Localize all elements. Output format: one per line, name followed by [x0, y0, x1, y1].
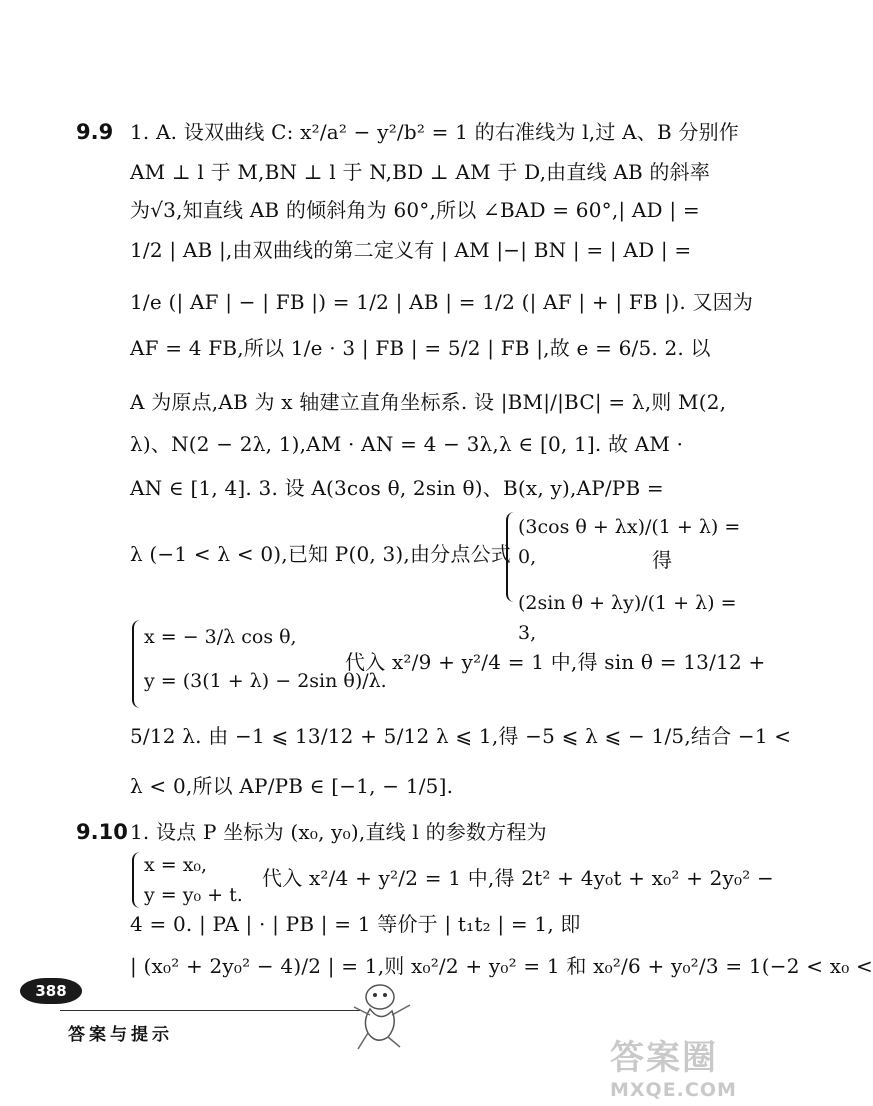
text-line-15: 1. 设点 P 坐标为 (x₀, y₀),直线 l 的参数方程为	[130, 820, 547, 844]
system-brace-2	[132, 620, 142, 708]
text-line-6: AF = 4 FB,所以 1/e · 3 | FB | = 5/2 | FB |,故 e = 6/5. 2. 以	[130, 336, 711, 360]
text-line-13: 5/12 λ. 由 −1 ⩽ 13/12 + 5/12 λ ⩽ 1,得 −5 ⩽ λ ⩽ − 1/5,结合 −1 <	[130, 724, 792, 748]
text-line-4: 1/2 | AB |,由双曲线的第二定义有 | AM |−| BN | = | AD | =	[130, 238, 692, 262]
system-brace-3	[132, 852, 142, 908]
watermark	[610, 1030, 745, 1106]
system-2-row-1: x = − 3/λ cos θ,	[144, 626, 297, 648]
text-line-12: 代入 x²/9 + y²/4 = 1 中,得 sin θ = 13/12 +	[345, 650, 766, 674]
section-number-9-10: 9.10	[76, 820, 128, 844]
equation-system-3	[144, 850, 243, 910]
watermark-line-1: 答案圈	[610, 1038, 718, 1078]
text-line-8: λ)、N(2 − 2λ, 1),AM · AN = 4 − 3λ,λ ∈ [0, 1]. 故 AM ·	[130, 432, 684, 456]
text-line-5: 1/e (| AF | − | FB |) = 1/2 | AB | = 1/2 (| AF | + | FB |). 又因为	[130, 290, 754, 314]
system-1-row-2: (2sin θ + λy)/(1 + λ) = 3,	[518, 592, 737, 644]
footer-divider	[60, 1010, 360, 1011]
text-line-1: 1. A. 设双曲线 C: x²/a² − y²/b² = 1 的右准线为 l,过 A、B 分别作	[130, 120, 739, 144]
section-number-9-9: 9.9	[76, 120, 114, 144]
page-number-badge: 388	[20, 978, 82, 1004]
footer-label: 答案与提示	[68, 1025, 173, 1045]
text-line-16: 代入 x²/4 + y²/2 = 1 中,得 2t² + 4y₀t + x₀² + 2y₀² −	[262, 866, 775, 890]
equation-system-1	[518, 512, 750, 648]
text-line-7: A 为原点,AB 为 x 轴建立直角坐标系. 设 |BM|/|BC| = λ,则 M(2,	[130, 390, 727, 414]
text-line-17: 4 = 0. | PA | · | PB | = 1 等价于 | t₁t₂ | = 1, 即	[130, 912, 581, 936]
system-brace-1	[506, 512, 516, 602]
text-line-2: AM ⊥ l 于 M,BN ⊥ l 于 N,BD ⊥ AM 于 D,由直线 AB 的斜率	[130, 160, 711, 184]
mascot-illustration	[340, 975, 430, 1055]
system-3-row-1: x = x₀,	[144, 854, 208, 876]
text-line-10: λ (−1 < λ < 0),已知 P(0, 3),由分点公式	[130, 542, 511, 566]
system-2-row-2: y = (3(1 + λ) − 2sin θ)/λ.	[144, 670, 387, 692]
text-line-9: AN ∈ [1, 4]. 3. 设 A(3cos θ, 2sin θ)、B(x, y),AP/PB =	[130, 476, 664, 500]
text-line-3: 为√3,知直线 AB 的倾斜角为 60°,所以 ∠BAD = 60°,| AD | =	[130, 198, 700, 222]
system-1-row-1: (3cos θ + λx)/(1 + λ) = 0,	[518, 516, 741, 568]
text-line-11: 得	[652, 548, 673, 572]
text-line-18: | (x₀² + 2y₀² − 4)/2 | = 1,则 x₀²/2 + y₀² = 1 和 x₀²/6 + y₀²/3 = 1(−2 < x₀ <	[130, 954, 873, 978]
text-line-14: λ < 0,所以 AP/PB ∈ [−1, − 1/5].	[130, 774, 454, 798]
system-3-row-2: y = y₀ + t.	[144, 884, 243, 906]
watermark-line-2: MXQE.COM	[610, 1079, 737, 1101]
